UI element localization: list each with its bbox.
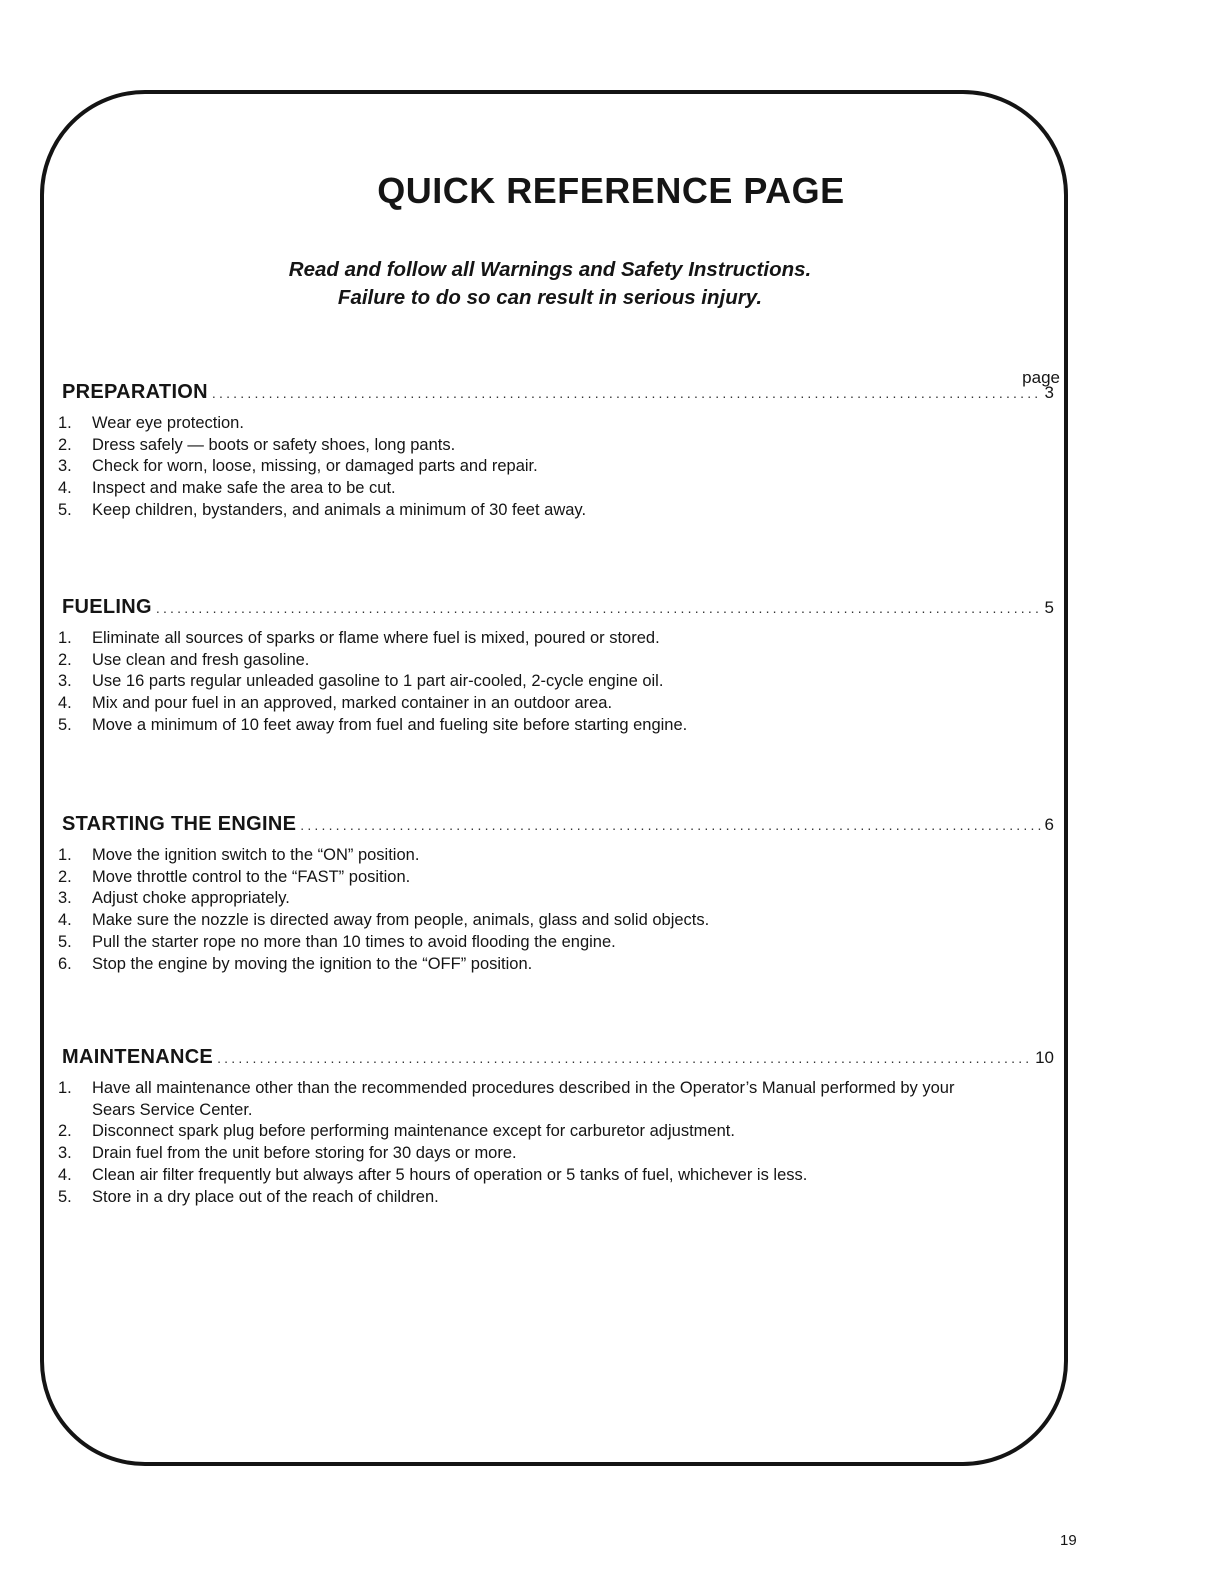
item-number: 5. [58, 715, 72, 734]
item-number: 4. [58, 694, 72, 713]
section-title: STARTING THE ENGINE [62, 813, 297, 835]
list-item [58, 628, 1054, 650]
dot-leader [300, 817, 1040, 833]
item-text: Use 16 parts regular unleaded gasoline to 1 part air-cooled, 2-cycle engine oil. [92, 672, 664, 691]
dot-leader [217, 1050, 1031, 1066]
item-number: 3. [58, 457, 72, 476]
item-number: 2. [58, 435, 72, 454]
item-text: Dress safely — boots or safety shoes, long pants. [92, 435, 456, 454]
list-item [58, 650, 1054, 672]
list-item [58, 932, 1054, 954]
section-page-number: 6 [1044, 815, 1054, 834]
item-number: 3. [58, 1144, 72, 1163]
section-fueling [58, 596, 1054, 737]
list-item [58, 954, 1054, 976]
item-text: Store in a dry place out of the reach of children. [92, 1187, 439, 1206]
page-title: QUICK REFERENCE PAGE [377, 170, 845, 211]
list-item [58, 693, 1054, 715]
item-text: Use clean and fresh gasoline. [92, 650, 310, 669]
item-text: Stop the engine by moving the ignition to the “OFF” position. [92, 954, 533, 973]
item-number: 4. [58, 479, 72, 498]
item-text: Move the ignition switch to the “ON” position. [92, 846, 420, 864]
section-heading [58, 596, 1054, 624]
list-item [58, 413, 1054, 435]
item-text: Pull the starter rope no more than 10 times to avoid flooding the engine. [92, 932, 616, 951]
item-text: Keep children, bystanders, and animals a minimum of 30 feet away. [92, 500, 587, 519]
section-title: PREPARATION [62, 381, 208, 403]
item-number: 2. [58, 867, 72, 886]
item-number: 1. [58, 414, 72, 432]
list-item [58, 1121, 1054, 1143]
section-title: MAINTENANCE [62, 1046, 214, 1068]
section-page-number: 3 [1044, 383, 1054, 402]
item-number: 5. [58, 932, 72, 951]
safety-warning [0, 256, 1100, 312]
step-list [58, 413, 1054, 522]
item-text: Check for worn, loose, missing, or damaged parts and repair. [92, 457, 538, 476]
step-list [58, 628, 1054, 737]
section-heading [58, 813, 1054, 841]
item-number: 4. [58, 1165, 72, 1184]
item-number: 3. [58, 672, 72, 691]
item-text: Inspect and make safe the area to be cut. [92, 479, 396, 498]
page-column-label: page [1022, 368, 1060, 387]
item-number: 5. [58, 1187, 72, 1206]
item-number: 2. [58, 1122, 72, 1141]
item-text: Eliminate all sources of sparks or flame where fuel is mixed, poured or stored. [92, 629, 660, 647]
section-preparation [58, 381, 1054, 522]
item-number: 1. [58, 629, 72, 647]
list-item [58, 456, 1054, 478]
list-item [58, 910, 1054, 932]
item-text: Disconnect spark plug before performing maintenance except for carburetor adjustment. [92, 1122, 735, 1141]
list-item [58, 1187, 1054, 1209]
list-item [58, 500, 1054, 522]
list-item [58, 435, 1054, 457]
section-title: FUELING [62, 596, 152, 618]
item-number: 2. [58, 650, 72, 669]
item-number: 3. [58, 889, 72, 908]
item-text: Move throttle control to the “FAST” position. [92, 867, 411, 886]
section-starting-the-engine [58, 813, 1054, 975]
item-number: 5. [58, 500, 72, 519]
list-item [58, 888, 1054, 910]
warning-line-1: Read and follow all Warnings and Safety Instructions. [288, 258, 812, 281]
section-maintenance [58, 1046, 1054, 1208]
item-number: 1. [58, 1079, 72, 1097]
item-number: 4. [58, 911, 72, 930]
item-text: Drain fuel from the unit before storing for 30 days or more. [92, 1144, 517, 1163]
section-heading [58, 1046, 1054, 1074]
list-item [58, 845, 1054, 867]
page-folio-number: 19 [1060, 1532, 1077, 1549]
item-text: Wear eye protection. [92, 414, 244, 432]
list-item [58, 867, 1054, 889]
step-list [58, 1078, 1054, 1208]
list-item [58, 1143, 1054, 1165]
section-heading [58, 381, 1054, 409]
step-list [58, 845, 1054, 975]
list-item [58, 478, 1054, 500]
item-text: Adjust choke appropriately. [92, 889, 290, 908]
dot-leader [212, 385, 1041, 401]
item-number: 6. [58, 954, 72, 973]
list-item [58, 1078, 1054, 1121]
list-item [58, 715, 1054, 737]
item-text: Have all maintenance other than the recommended procedures described in the Operator’s Manual performed by your Sears Service Center. [92, 1079, 955, 1119]
section-page-number: 5 [1044, 598, 1054, 617]
list-item [58, 671, 1054, 693]
item-text: Make sure the nozzle is directed away from people, animals, glass and solid objects. [92, 911, 710, 930]
section-page-number: 10 [1035, 1048, 1054, 1067]
dot-leader [156, 600, 1041, 616]
item-number: 1. [58, 846, 72, 864]
warning-line-2: Failure to do so can result in serious injury. [337, 286, 763, 309]
item-text: Move a minimum of 10 feet away from fuel and fueling site before starting engine. [92, 715, 688, 734]
item-text: Clean air filter frequently but always after 5 hours of operation or 5 tanks of fuel, whichever is less. [92, 1165, 808, 1184]
list-item [58, 1165, 1054, 1187]
item-text: Mix and pour fuel in an approved, marked container in an outdoor area. [92, 694, 613, 713]
